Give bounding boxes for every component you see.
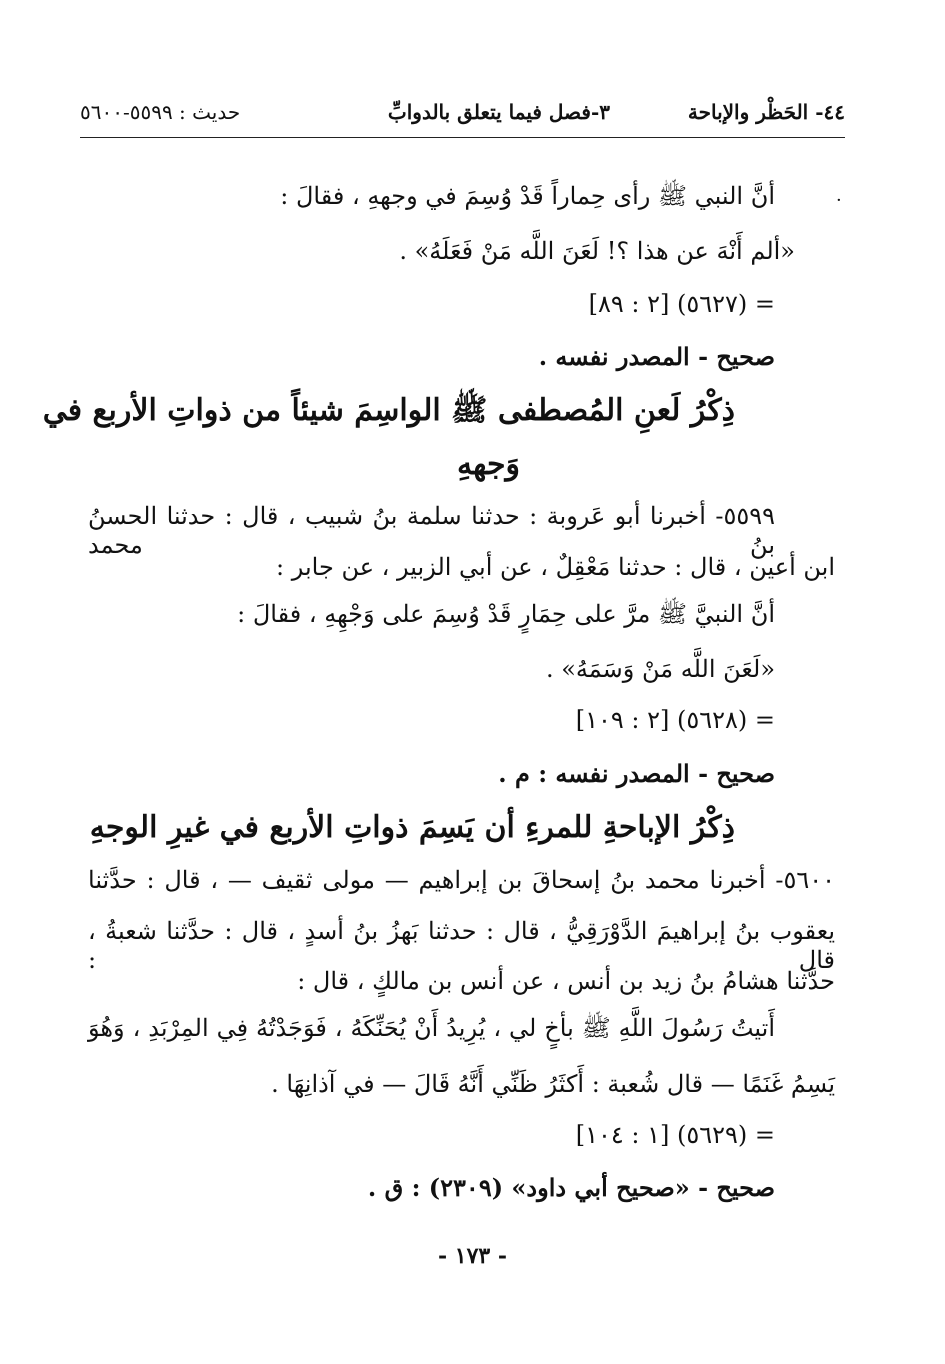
header-chapter-title: ٣-فصل فيما يتعلق بالدوابِّ <box>387 100 610 124</box>
margin-dot: · <box>836 190 842 211</box>
hadith-text-line: أنَّ النبيَّ ﷺ مرَّ على حِمَارٍ قَدْ وُسِمَ على وَجْهِهِ ، فقالَ : <box>237 600 775 628</box>
page-number: - ١٧٣ - <box>437 1243 508 1269</box>
hadith-quote-line: «لَعَنَ اللَّه مَنْ وَسَمَهُ» . <box>545 655 775 683</box>
isnad-line: حدَّثنا هشامُ بنُ زيد بن أنس ، عن أنس بن مالكٍ ، قال : <box>297 967 835 995</box>
reference-line: = (٥٦٢٩) [١ : ١٠٤] <box>575 1121 775 1149</box>
reference-line: = (٥٦٢٨) [٢ : ١٠٩] <box>575 706 775 734</box>
grading-line: صحيح - المصدر نفسه : م . <box>498 759 775 788</box>
grading-line: صحيح - المصدر نفسه . <box>538 342 775 371</box>
hadith-text-line: يَسِمُ غَنَمًا — قال شُعبة : أَكثَرُ ظَنِّي أَنَّهُ قَالَ — في آذانِهَا . <box>271 1070 835 1098</box>
section-heading-continued: وَجههِ <box>457 447 520 482</box>
hadith-text-line: أنَّ النبي ﷺ رأى حِماراً قَدْ وُسِمَ في وجههِ ، فقالَ : <box>280 182 775 210</box>
running-header <box>80 96 845 136</box>
hadith-text-line: أَتيتُ رَسُولَ اللَّهِ ﷺ بأخٍ لي ، يُرِيدُ أَنْ يُحَنِّكَهُ ، فَوَجَدْتُهُ فِي المِرْبَدِ ، وَهُوَ <box>88 1014 775 1042</box>
section-heading: ذِكْرُ الإباحةِ للمرءِ أن يَسِمَ ذواتِ الأربع في غيرِ الوجهِ <box>89 810 735 845</box>
hadith-quote-line: «ألم أَنْهَ عن هذا ؟! لَعَنَ اللَّه مَنْ فَعَلَهُ» . <box>399 237 795 265</box>
isnad-line: يعقوب بنُ إبراهيمَ الدَّوْرَقِيُّ ، قال : حدثنا بَهزُ بنُ أسدٍ ، قال : حدَّثنا شعبةُ ، قال : <box>88 917 835 974</box>
reference-line: = (٥٦٢٧) [٢ : ٨٩] <box>588 290 775 318</box>
isnad-line: ابن أعين ، قال : حدثنا مَعْقِلٌ ، عن أبي الزبير ، عن جابر : <box>276 553 835 581</box>
grading-line: صحيح - «صحيح أبي داود» (٢٣٠٩) : ق . <box>367 1173 775 1202</box>
isnad-line: ٥٥٩٩- أخبرنا أبو عَروبة : حدثنا سلمة بنُ شبيب ، قال : حدثنا الحسنُ بنُ محمد <box>88 502 775 559</box>
header-hadith-range: حديث : ٥٥٩٩-٥٦٠٠ <box>80 100 241 124</box>
header-rule <box>80 137 845 138</box>
header-book-title: ٤٤- الحَظْر والإباحة <box>687 100 845 124</box>
section-heading: ذِكْرُ لَعنِ المُصطفى ﷺ الواسِمَ شيئاً من ذواتِ الأربع في <box>42 393 735 428</box>
isnad-line: ٥٦٠٠- أخبرنا محمد بنُ إسحاقَ بن إبراهيم — مولى ثقيف — ، قال : حدَّثنا <box>88 866 835 894</box>
